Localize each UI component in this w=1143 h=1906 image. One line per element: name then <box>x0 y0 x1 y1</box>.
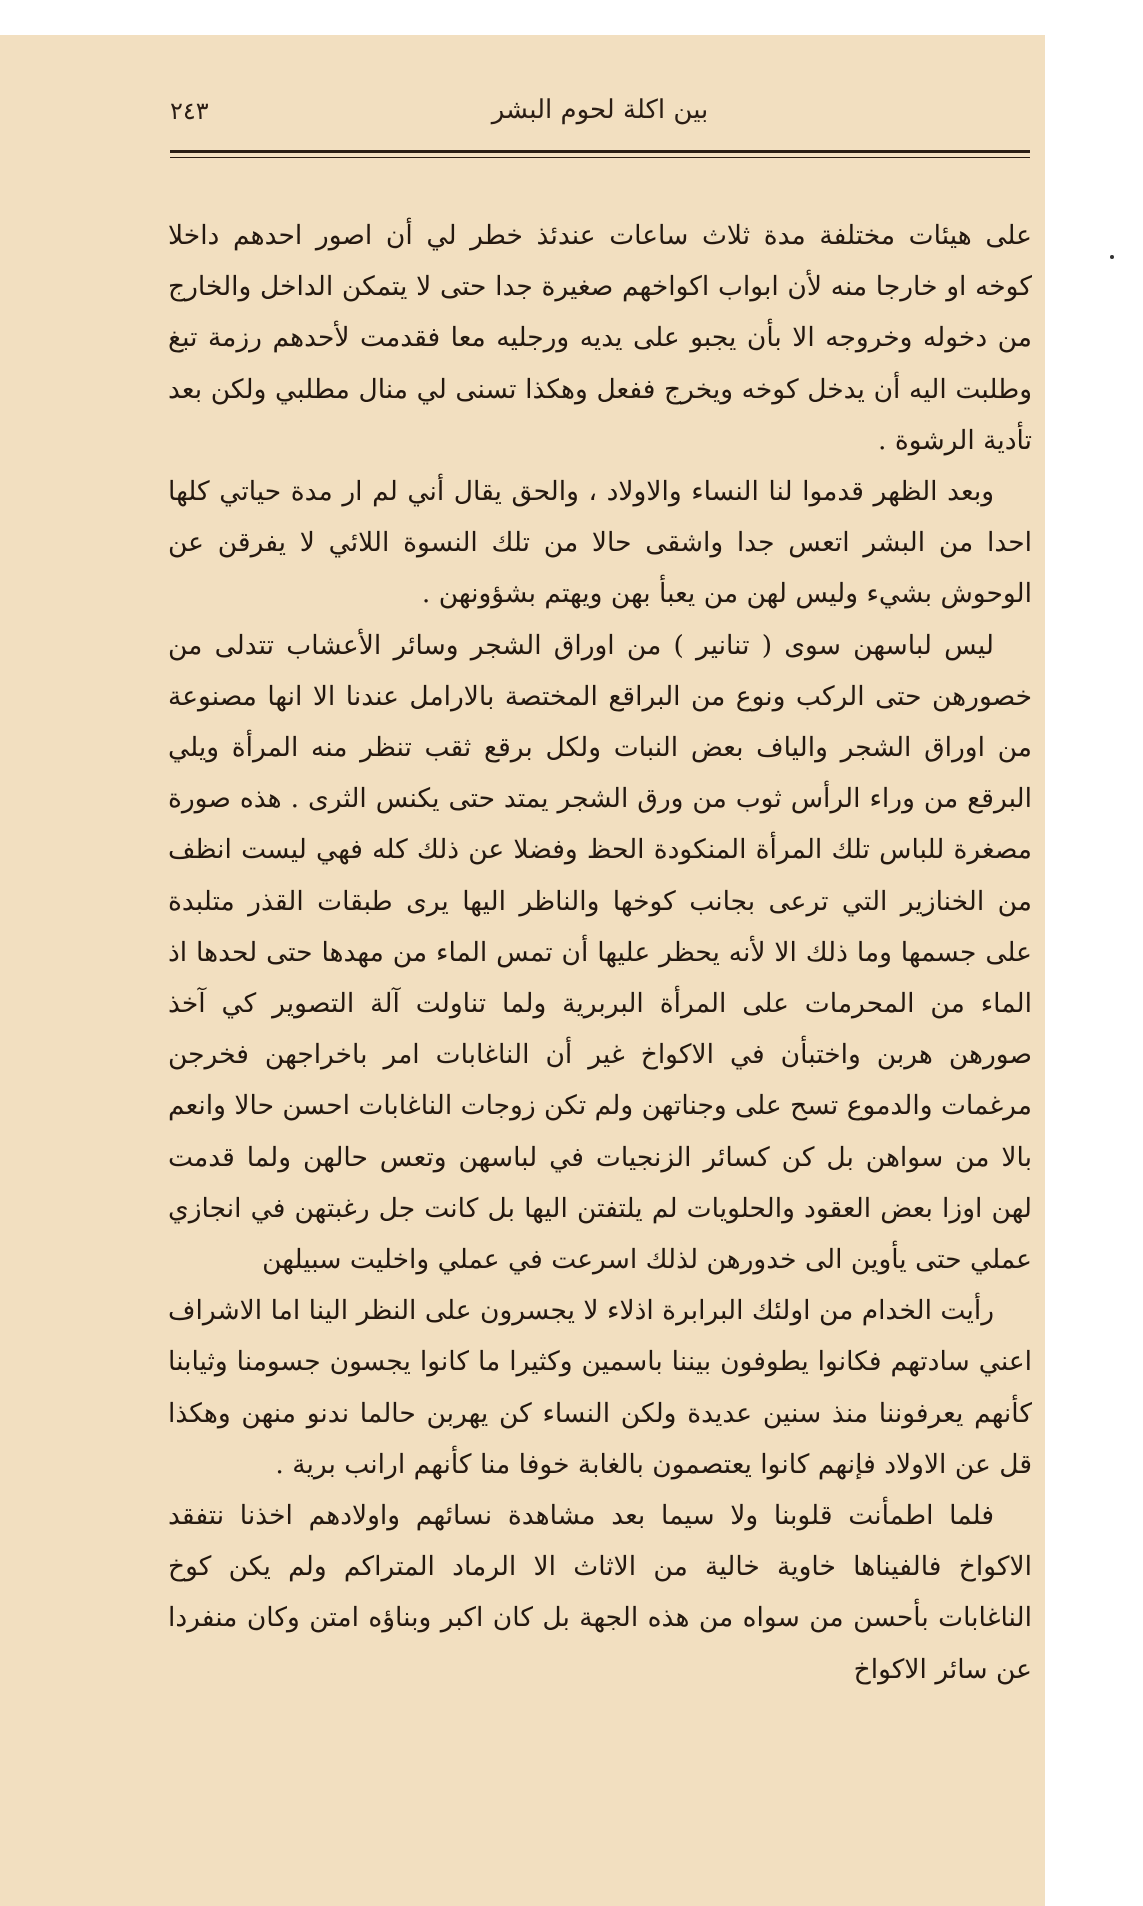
page-header <box>170 95 1030 145</box>
paragraph: ليس لباسهن سوى ( تنانير ) من اوراق الشجر وسائر الأعشاب تتدلى من خصورهن حتى الركب ونوع من البراقع المختصة بالارامل عندنا الا انها مصنوعة من اوراق الشجر والياف بعض النبات ولكل برقع ثقب تنظر منه المرأة ويلي البرقع من وراء الرأس ثوب من ورق الشجر يمتد حتى يكنس الثرى . هذه صورة مصغرة للباس تلك المرأة المنكودة الحظ وفضلا عن ذلك كله فهي ليست انظف من الخنازير التي ترعى بجانب كوخها والناظر اليها يرى طبقات القذر متلبدة على جسمها وما ذلك الا لأنه يحظر عليها أن تمس الماء من مهدها حتى لحدها اذ الماء من المحرمات على المرأة البربرية ولما تناولت آلة التصوير كي آخذ صورهن هربن واختبأن في الاكواخ غير أن الناغابات امر باخراجهن فخرجن مرغمات والدموع تسح على وجناتهن ولم تكن زوجات الناغابات احسن حالا وانعم بالا من سواهن بل كن كسائر الزنجيات في لباسهن وتعس حالهن ولما قدمت لهن اوزا بعض العقود والحلويات لم يلتفتن اليها بل كانت جل رغبتهن في انجازي عملي حتى يأوين الى خدورهن لذلك اسرعت في عملي واخليت سبيلهن <box>168 629 1033 1276</box>
paragraph: فلما اطمأنت قلوبنا ولا سيما بعد مشاهدة نسائهم واولادهم اخذنا نتفقد الاكواخ فالفيناها خاوية خالية من الاثاث الا الرماد المتراكم ولم يكن كوخ الناغابات بأحسن من سواه من هذه الجهة بل كان اكبر وبناؤه امتن وكان منفردا عن سائر الاكواخ <box>168 1500 1032 1685</box>
header-rule-thin <box>170 157 1030 158</box>
margin-dot <box>1110 255 1114 259</box>
running-title: بين اكلة لحوم البشر <box>491 95 709 125</box>
body-text <box>168 210 1032 1695</box>
page-number: ٢٤٣ <box>170 97 209 125</box>
paragraph: على هيئات مختلفة مدة ثلاث ساعات عندئذ خطر لي أن اصور احدهم داخلا كوخه او خارجا منه لأن ابواب اكواخهم صغيرة جدا حتى لا يتمكن الداخل والخارج من دخوله وخروجه الا بأن يجبو على يديه ورجليه معا فقدمت لأحدهم رزمة تبغ وطلبت اليه أن يدخل كوخه ويخرج ففعل وهكذا تسنى لي منال مطلبي ولكن بعد تأدية الرشوة . <box>168 220 1032 456</box>
paragraph: وبعد الظهر قدموا لنا النساء والاولاد ، والحق يقال أني لم ار مدة حياتي كلها احدا من البشر اتعس جدا واشقى حالا من تلك النسوة اللائي لا يفرقن عن الوحوش بشيء وليس لهن من يعبأ بهن ويهتم بشؤونهن . <box>168 476 1032 610</box>
paragraph: رأيت الخدام من اولئك البرابرة اذلاء لا يجسرون على النظر الينا اما الاشراف اعني سادتهم فكانوا يطوفون بيننا باسمين وكثيرا ما كانوا يجسون جسومنا وثيابنا كأنهم يعرفوننا منذ سنين عديدة ولكن النساء كن يهربن حالما ندنو منهن وهكذا قل عن الاولاد فإنهم كانوا يعتصمون بالغابة خوفا منا كأنهم ارانب برية . <box>168 1295 1032 1480</box>
header-rule <box>170 150 1030 153</box>
